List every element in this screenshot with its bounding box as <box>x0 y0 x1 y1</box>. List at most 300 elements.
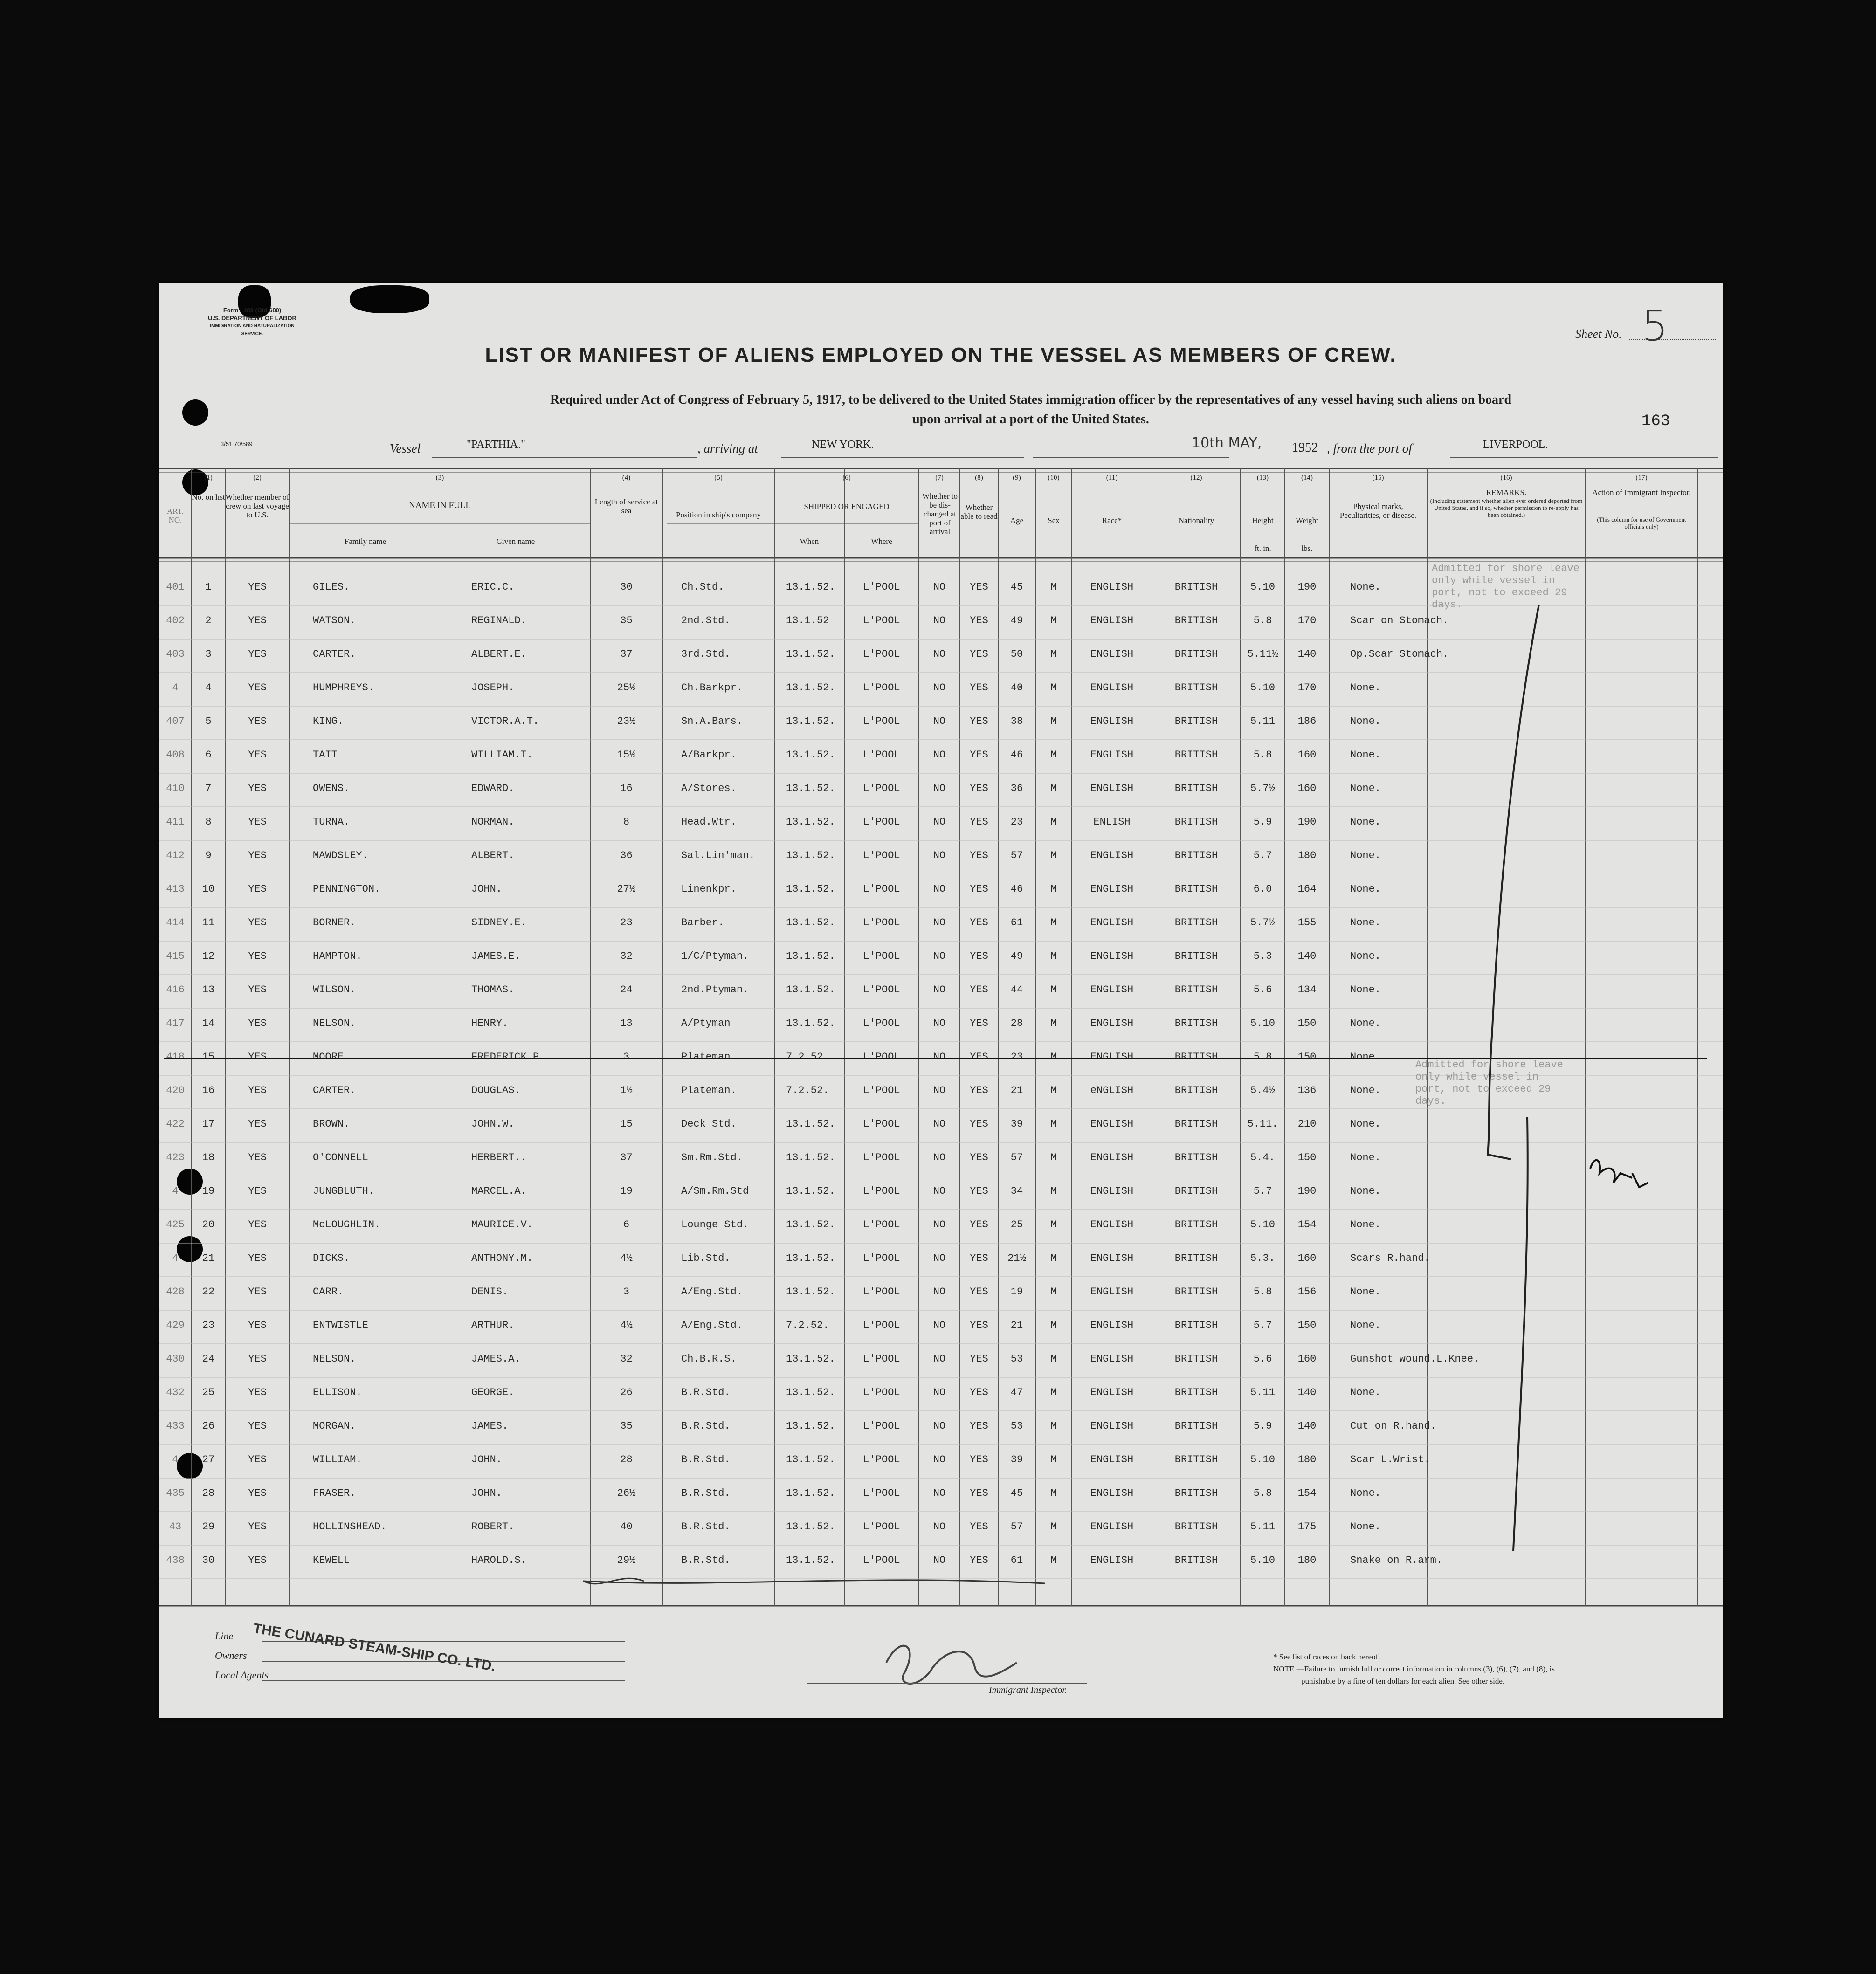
cell-when: 13.1.52. <box>786 1387 835 1398</box>
cell-member: YES <box>248 1152 267 1163</box>
cell-position: Plateman. <box>681 1051 737 1063</box>
header-action-sub: (This column for use of Government officials only) <box>1597 516 1686 530</box>
cell-no: 3 <box>205 648 212 660</box>
cell-sex: M <box>1050 816 1057 828</box>
cell-given: EDWARD. <box>471 783 515 794</box>
cell-given: HAROLD.S. <box>471 1554 527 1566</box>
cell-race: ENGLISH <box>1090 850 1134 861</box>
cell-given: MAURICE.V. <box>471 1219 533 1231</box>
col-num-5: (5) <box>714 474 723 481</box>
inspector-signature-line <box>807 1683 1087 1684</box>
cell-no: 19 <box>202 1185 215 1197</box>
cell-read: YES <box>970 715 988 727</box>
cell-age: 46 <box>1010 749 1023 761</box>
cell-family: NELSON. <box>313 1353 356 1365</box>
header-shipped: SHIPPED OR ENGAGED <box>804 502 890 511</box>
cell-read: YES <box>970 1320 988 1331</box>
cell-when: 13.1.52. <box>786 1420 835 1432</box>
cell-race: ENGLISH <box>1090 1320 1134 1331</box>
cell-dis: NO <box>933 615 946 626</box>
cell-marks: None. <box>1350 1219 1381 1231</box>
header-remarks-sub: (Including statement whether alien ever ordered deported from United States, and if so, whether permission to re-apply has been obtained.) <box>1430 497 1583 518</box>
cell-age: 23 <box>1010 1051 1023 1063</box>
cell-sex: M <box>1050 648 1057 660</box>
cell-sex: M <box>1050 749 1057 761</box>
col-num-1: (1) <box>204 474 213 481</box>
cell-read: YES <box>970 1118 988 1130</box>
cell-where: L'POOL <box>863 1286 900 1298</box>
cell-age: 49 <box>1010 615 1023 626</box>
cell-where: L'POOL <box>863 783 900 794</box>
cell-family: TAIT <box>313 749 338 761</box>
cell-read: YES <box>970 648 988 660</box>
cell-read: YES <box>970 1521 988 1533</box>
cell-position: B.R.Std. <box>681 1554 731 1566</box>
cell-sex: M <box>1050 1051 1057 1063</box>
cell-no: 13 <box>202 984 215 996</box>
cell-height: 5.7 <box>1253 1185 1272 1197</box>
cell-member: YES <box>248 1320 267 1331</box>
cell-service: 28 <box>620 1454 633 1465</box>
cell-service: 32 <box>620 950 633 962</box>
cell-marks: None. <box>1350 1286 1381 1298</box>
page-number: 163 <box>1642 413 1670 430</box>
col-num-7: (7) <box>935 474 944 481</box>
cell-sex: M <box>1050 581 1057 593</box>
cell-no: 6 <box>205 749 212 761</box>
cell-nat: BRITISH <box>1174 1185 1218 1197</box>
cell-art: 416 <box>166 984 185 996</box>
cell-height: 5.10 <box>1250 1454 1275 1465</box>
cell-where: L'POOL <box>863 950 900 962</box>
cell-dis: NO <box>933 783 946 794</box>
cell-member: YES <box>248 1219 267 1231</box>
cell-marks: Op.Scar Stomach. <box>1350 648 1449 660</box>
cell-no: 21 <box>202 1252 215 1264</box>
cell-nat: BRITISH <box>1174 917 1218 929</box>
cell-given: JAMES.A. <box>471 1353 521 1365</box>
cell-art: 410 <box>166 783 185 794</box>
cell-service: 4½ <box>620 1252 633 1264</box>
cell-no: 27 <box>202 1454 215 1465</box>
cell-age: 28 <box>1010 1018 1023 1029</box>
cell-where: L'POOL <box>863 749 900 761</box>
cell-art: 429 <box>166 1320 185 1331</box>
cell-when: 13.1.52. <box>786 883 835 895</box>
cell-member: YES <box>248 1387 267 1398</box>
cell-age: 46 <box>1010 883 1023 895</box>
cell-sex: M <box>1050 1454 1057 1465</box>
cell-dis: NO <box>933 917 946 929</box>
cell-service: 40 <box>620 1521 633 1533</box>
cell-family: MAWDSLEY. <box>313 850 368 861</box>
cell-service: 26 <box>620 1387 633 1398</box>
cell-when: 13.1.52. <box>786 648 835 660</box>
cell-marks: None. <box>1350 1118 1381 1130</box>
col-num-15: (15) <box>1372 474 1384 481</box>
cell-when: 13.1.52. <box>786 1252 835 1264</box>
cell-race: ENGLISH <box>1090 783 1134 794</box>
cell-where: L'POOL <box>863 1353 900 1365</box>
cell-race: ENGLISH <box>1090 984 1134 996</box>
cell-when: 13.1.52. <box>786 783 835 794</box>
cell-position: A/Barkpr. <box>681 749 737 761</box>
cell-family: JUNGBLUTH. <box>313 1185 375 1197</box>
cell-position: Deck Std. <box>681 1118 737 1130</box>
cell-given: HENRY. <box>471 1018 509 1029</box>
cell-when: 7.2.52. <box>786 1085 829 1096</box>
cell-member: YES <box>248 648 267 660</box>
line-label: Line <box>215 1630 234 1642</box>
cell-given: SIDNEY.E. <box>471 917 527 929</box>
cell-member: YES <box>248 581 267 593</box>
cell-family: KING. <box>313 715 344 727</box>
cell-race: ENGLISH <box>1090 1353 1134 1365</box>
cell-read: YES <box>970 1487 988 1499</box>
cell-position: Ch.Barkpr. <box>681 682 743 694</box>
cell-no: 9 <box>205 850 212 861</box>
cell-where: L'POOL <box>863 581 900 593</box>
cell-service: 23 <box>620 917 633 929</box>
cell-read: YES <box>970 749 988 761</box>
cell-dis: NO <box>933 950 946 962</box>
cell-marks: Gunshot wound.L.Knee. <box>1350 1353 1480 1365</box>
cell-service: 8 <box>623 816 630 828</box>
cell-height: 5.3. <box>1250 1252 1275 1264</box>
col-num-9: (9) <box>1013 474 1021 481</box>
cell-weight: 160 <box>1297 1252 1317 1264</box>
cell-dis: NO <box>933 850 946 861</box>
header-able-read: Whether able to read <box>960 503 998 521</box>
cell-weight: 190 <box>1297 1185 1317 1197</box>
cell-given: ANTHONY.M. <box>471 1252 533 1264</box>
cell-height: 5.7½ <box>1250 917 1275 929</box>
cell-when: 13.1.52. <box>786 1018 835 1029</box>
cell-marks: Scar on Stomach. <box>1350 615 1449 626</box>
cell-when: 13.1.52. <box>786 984 835 996</box>
cell-height: 5.9 <box>1253 816 1272 828</box>
remarks-shore-leave-1: Admitted for shore leave only while vessel in port, not to exceed 29 days. <box>1432 563 1579 611</box>
cell-position: Ch.Std. <box>681 581 724 593</box>
cell-read: YES <box>970 1353 988 1365</box>
cell-age: 21½ <box>1007 1252 1026 1264</box>
cell-age: 25 <box>1010 1219 1023 1231</box>
cell-weight: 140 <box>1297 1387 1317 1398</box>
cell-position: B.R.Std. <box>681 1487 731 1499</box>
cell-given: DOUGLAS. <box>471 1085 521 1096</box>
cell-art: 411 <box>166 816 185 828</box>
cell-weight: 140 <box>1297 1420 1317 1432</box>
col-num-13: (13) <box>1257 474 1269 481</box>
cell-height: 5.3 <box>1253 950 1272 962</box>
cell-when: 13.1.52. <box>786 682 835 694</box>
cell-where: L'POOL <box>863 816 900 828</box>
cell-given: GEORGE. <box>471 1387 515 1398</box>
cell-marks: Scar L.Wrist. <box>1350 1454 1430 1465</box>
header-weight: Weight <box>1296 516 1318 525</box>
cell-sex: M <box>1050 615 1057 626</box>
cell-height: 5.7½ <box>1250 783 1275 794</box>
header-height-unit: ft. in. <box>1254 544 1271 553</box>
cell-given: ROBERT. <box>471 1521 515 1533</box>
cell-art: 430 <box>166 1353 185 1365</box>
cell-service: 36 <box>620 850 633 861</box>
col-num-3: (3) <box>435 474 444 481</box>
cell-no: 4 <box>205 682 212 694</box>
cell-member: YES <box>248 1487 267 1499</box>
cell-when: 7.2.52. <box>786 1051 829 1063</box>
cell-race: eNGLISH <box>1090 1085 1134 1096</box>
cell-given: JOSEPH. <box>471 682 515 694</box>
vessel-label: Vessel <box>390 441 421 455</box>
cell-sex: M <box>1050 1554 1057 1566</box>
cell-position: Linenkpr. <box>681 883 737 895</box>
cell-race: ENGLISH <box>1090 1420 1134 1432</box>
cell-given: HERBERT.. <box>471 1152 527 1163</box>
cell-when: 13.1.52. <box>786 1554 835 1566</box>
cell-read: YES <box>970 1454 988 1465</box>
cell-age: 57 <box>1010 1521 1023 1533</box>
cell-race: ENGLISH <box>1090 1487 1134 1499</box>
cell-read: YES <box>970 1085 988 1096</box>
cell-nat: BRITISH <box>1174 783 1218 794</box>
cell-service: 27½ <box>617 883 636 895</box>
cell-height: 5.11½ <box>1247 648 1278 660</box>
cell-member: YES <box>248 917 267 929</box>
cell-nat: BRITISH <box>1174 648 1218 660</box>
cell-where: L'POOL <box>863 1118 900 1130</box>
cell-given: ALBERT. <box>471 850 515 861</box>
cell-where: L'POOL <box>863 1085 900 1096</box>
cell-race: ENGLISH <box>1090 1018 1134 1029</box>
cell-dis: NO <box>933 1353 946 1365</box>
cell-sex: M <box>1050 1152 1057 1163</box>
cell-race: ENGLISH <box>1090 1454 1134 1465</box>
sheet-no-value: 5 <box>1642 302 1669 351</box>
cell-dis: NO <box>933 648 946 660</box>
cell-dis: NO <box>933 1521 946 1533</box>
cell-art: 417 <box>166 1018 185 1029</box>
cell-where: L'POOL <box>863 1051 900 1063</box>
vessel-name: "PARTHIA." <box>467 439 525 451</box>
cell-height: 5.8 <box>1253 615 1272 626</box>
cell-race: ENGLISH <box>1090 581 1134 593</box>
cell-family: PENNINGTON. <box>313 883 381 895</box>
cell-family: FRASER. <box>313 1487 356 1499</box>
cell-marks: None. <box>1350 950 1381 962</box>
cell-where: L'POOL <box>863 850 900 861</box>
cell-race: ENGLISH <box>1090 615 1134 626</box>
cell-weight: 140 <box>1297 648 1317 660</box>
cell-when: 13.1.52. <box>786 749 835 761</box>
cell-age: 34 <box>1010 1185 1023 1197</box>
cell-sex: M <box>1050 1018 1057 1029</box>
cell-dis: NO <box>933 1420 946 1432</box>
cell-dis: NO <box>933 1219 946 1231</box>
cell-member: YES <box>248 1252 267 1264</box>
cell-sex: M <box>1050 1219 1057 1231</box>
cell-member: YES <box>248 783 267 794</box>
department: U.S. DEPARTMENT OF LABOR <box>208 315 297 322</box>
local-agents-label: Local Agents <box>215 1669 269 1681</box>
cell-marks: None. <box>1350 816 1381 828</box>
cell-member: YES <box>248 1118 267 1130</box>
cell-weight: 190 <box>1297 581 1317 593</box>
cell-position: A/Eng.Std. <box>681 1286 743 1298</box>
cell-given: JOHN.W. <box>471 1118 515 1130</box>
cell-service: 15½ <box>617 749 636 761</box>
cell-height: 5.10 <box>1250 1219 1275 1231</box>
cell-dis: NO <box>933 816 946 828</box>
cell-race: ENGLISH <box>1090 917 1134 929</box>
cell-no: 7 <box>205 783 212 794</box>
cell-dis: NO <box>933 1252 946 1264</box>
cell-family: HUMPHREYS. <box>313 682 375 694</box>
col-num-12: (12) <box>1190 474 1202 481</box>
cell-no: 24 <box>202 1353 215 1365</box>
cell-sex: M <box>1050 1252 1057 1264</box>
cell-weight: 140 <box>1297 950 1317 962</box>
underline <box>262 1680 625 1681</box>
cell-member: YES <box>248 1420 267 1432</box>
cell-family: ELLISON. <box>313 1387 362 1398</box>
cell-where: L'POOL <box>863 682 900 694</box>
cell-height: 6.0 <box>1253 883 1272 895</box>
cell-read: YES <box>970 682 988 694</box>
cell-weight: 150 <box>1297 1152 1317 1163</box>
header-art-no: ART. NO. <box>167 507 184 524</box>
cell-age: 61 <box>1010 1554 1023 1566</box>
cell-age: 36 <box>1010 783 1023 794</box>
cell-race: ENGLISH <box>1090 1387 1134 1398</box>
cell-weight: 154 <box>1297 1219 1317 1231</box>
cell-read: YES <box>970 1051 988 1063</box>
cell-age: 45 <box>1010 581 1023 593</box>
cell-where: L'POOL <box>863 715 900 727</box>
cell-given: JOHN. <box>471 1487 503 1499</box>
cell-age: 39 <box>1010 1118 1023 1130</box>
cell-marks: None. <box>1350 1152 1381 1163</box>
header-race: Race* <box>1102 516 1122 525</box>
cell-family: WILSON. <box>313 984 356 996</box>
cell-read: YES <box>970 816 988 828</box>
cell-member: YES <box>248 1051 267 1063</box>
cell-art: 435 <box>166 1487 185 1499</box>
cell-dis: NO <box>933 1152 946 1163</box>
cell-art: 433 <box>166 1420 185 1432</box>
cell-weight: 180 <box>1297 1554 1317 1566</box>
cell-nat: BRITISH <box>1174 749 1218 761</box>
cell-member: YES <box>248 1353 267 1365</box>
cell-race: ENGLISH <box>1090 1185 1134 1197</box>
cell-no: 28 <box>202 1487 215 1499</box>
cell-dis: NO <box>933 682 946 694</box>
cell-given: VICTOR.A.T. <box>471 715 539 727</box>
cell-age: 23 <box>1010 816 1023 828</box>
cell-race: ENLISH <box>1093 816 1131 828</box>
cell-read: YES <box>970 917 988 929</box>
cell-marks: Cut on R.hand. <box>1350 1420 1436 1432</box>
cell-marks: None. <box>1350 682 1381 694</box>
cell-art: 4 <box>172 682 179 694</box>
col-num-16: (16) <box>1500 474 1512 481</box>
cell-position: Sm.Rm.Std. <box>681 1152 743 1163</box>
cell-age: 39 <box>1010 1454 1023 1465</box>
cell-art: 418 <box>166 1051 185 1063</box>
cell-nat: BRITISH <box>1174 615 1218 626</box>
cell-race: ENGLISH <box>1090 1554 1134 1566</box>
cell-read: YES <box>970 883 988 895</box>
owners-label: Owners <box>215 1650 247 1661</box>
cell-where: L'POOL <box>863 1454 900 1465</box>
cell-age: 61 <box>1010 917 1023 929</box>
cell-age: 57 <box>1010 1152 1023 1163</box>
cell-height: 5.10 <box>1250 1554 1275 1566</box>
arrival-year: 1952 <box>1292 440 1318 455</box>
departure-port: LIVERPOOL. <box>1483 439 1548 451</box>
cell-height: 5.6 <box>1253 984 1272 996</box>
cell-nat: BRITISH <box>1174 1219 1218 1231</box>
cell-art: 407 <box>166 715 185 727</box>
sheet-no-label: Sheet No. <box>1575 327 1622 341</box>
cell-given: DENIS. <box>471 1286 509 1298</box>
cell-marks: None. <box>1350 1521 1381 1533</box>
cell-sex: M <box>1050 1487 1057 1499</box>
cell-art: 414 <box>166 917 185 929</box>
cell-read: YES <box>970 1420 988 1432</box>
cell-height: 5.7 <box>1253 850 1272 861</box>
cell-read: YES <box>970 1018 988 1029</box>
cell-marks: None. <box>1350 850 1381 861</box>
cell-height: 5.8 <box>1253 1051 1272 1063</box>
cell-race: ENGLISH <box>1090 1118 1134 1130</box>
cell-no: 14 <box>202 1018 215 1029</box>
cell-age: 45 <box>1010 1487 1023 1499</box>
cell-height: 5.10 <box>1250 682 1275 694</box>
col-num-8: (8) <box>975 474 983 481</box>
cell-weight: 190 <box>1297 816 1317 828</box>
cell-read: YES <box>970 783 988 794</box>
cell-marks: None. <box>1350 1320 1381 1331</box>
cell-service: 4½ <box>620 1320 633 1331</box>
note-races: * See list of races on back hereof. <box>1273 1652 1380 1661</box>
cell-no: 15 <box>202 1051 215 1063</box>
cell-member: YES <box>248 1286 267 1298</box>
cell-where: L'POOL <box>863 615 900 626</box>
header-no-on-list: No. on list <box>192 493 225 502</box>
cell-position: 2nd.Ptyman. <box>681 984 749 996</box>
cell-position: Ch.B.R.S. <box>681 1353 737 1365</box>
cell-marks: None. <box>1350 1085 1381 1096</box>
note-penalty-1: NOTE.—Failure to furnish full or correct information in columns (3), (6), (7), and (8), is <box>1273 1664 1555 1673</box>
cell-nat: BRITISH <box>1174 581 1218 593</box>
cell-when: 13.1.52. <box>786 1286 835 1298</box>
cell-art: 425 <box>166 1219 185 1231</box>
cell-no: 25 <box>202 1387 215 1398</box>
cell-dis: NO <box>933 1286 946 1298</box>
cell-marks: None. <box>1350 984 1381 996</box>
cell-weight: 170 <box>1297 682 1317 694</box>
cell-weight: 180 <box>1297 850 1317 861</box>
cell-art: 412 <box>166 850 185 861</box>
cell-age: 38 <box>1010 715 1023 727</box>
cell-when: 13.1.52. <box>786 850 835 861</box>
cell-position: B.R.Std. <box>681 1454 731 1465</box>
cell-weight: 170 <box>1297 615 1317 626</box>
cell-given: JOHN. <box>471 883 503 895</box>
cell-member: YES <box>248 749 267 761</box>
cell-given: THOMAS. <box>471 984 515 996</box>
